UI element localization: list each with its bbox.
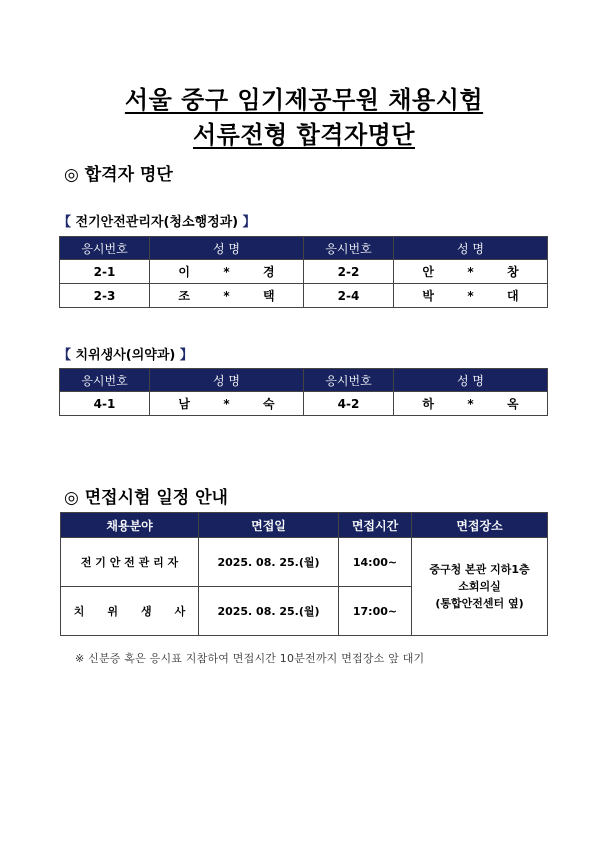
table-header-row: [60, 369, 548, 392]
recruit-field: 치 위 생 사: [61, 587, 199, 636]
col-header: 성 명: [150, 369, 304, 392]
interview-place: [412, 538, 548, 636]
page-title-line2: 서류전형 합격자명단: [192, 121, 415, 149]
section-heading-passers: ◎ 합격자 명단: [64, 165, 173, 185]
notice-text: ※ 신분증 혹은 응시표 지참하여 면접시간 10분전까지 면접장소 앞 대기: [75, 652, 425, 665]
applicant-name: 남 * 숙: [150, 392, 304, 416]
interview-time: 14:00~: [339, 538, 412, 587]
col-header: 응시번호: [304, 369, 394, 392]
group-heading-electrical: [58, 211, 256, 230]
page-title-line1: 서울 중구 임기제공무원 채용시험: [124, 86, 484, 114]
exam-number: 4-1: [60, 392, 150, 416]
recruit-field: 전 기 안 전 관 리 자: [61, 538, 199, 587]
table-row: [61, 538, 548, 587]
passers-table-dental: [59, 368, 548, 416]
bracket-open: 【: [58, 215, 72, 230]
col-header: 성 명: [150, 237, 304, 260]
bracket-close: 】: [242, 215, 256, 230]
bracket-open: 【: [58, 348, 72, 363]
applicant-name: 이 * 경: [150, 260, 304, 284]
col-header: 응시번호: [304, 237, 394, 260]
table-row: [60, 392, 548, 416]
applicant-name: 박 * 대: [394, 284, 548, 308]
col-header: 채용분야: [61, 513, 199, 538]
exam-number: 2-1: [60, 260, 150, 284]
bracket-close: 】: [179, 348, 193, 363]
interview-date: 2025. 08. 25.(월): [199, 587, 339, 636]
exam-number: 2-2: [304, 260, 394, 284]
place-line: 중구청 본관 지하1층: [429, 563, 530, 576]
place-line: 소회의실: [458, 580, 501, 593]
col-header: 응시번호: [60, 369, 150, 392]
table-header-row: [61, 513, 548, 538]
col-header: 성 명: [394, 237, 548, 260]
section-heading-interview: ◎ 면접시험 일정 안내: [64, 488, 228, 508]
place-line: (통합안전센터 옆): [435, 597, 524, 610]
col-header: 면접시간: [339, 513, 412, 538]
table-row: [60, 284, 548, 308]
applicant-name: 하 * 옥: [394, 392, 548, 416]
table-row: [60, 260, 548, 284]
col-header: 응시번호: [60, 237, 150, 260]
col-header: 면접장소: [412, 513, 548, 538]
group-heading-label: 전기안전관리자(청소행정과): [71, 215, 243, 230]
passers-table-electrical: [59, 236, 548, 308]
col-header: 성 명: [394, 369, 548, 392]
interview-time: 17:00~: [339, 587, 412, 636]
applicant-name: 조 * 택: [150, 284, 304, 308]
exam-number: 2-3: [60, 284, 150, 308]
interview-date: 2025. 08. 25.(월): [199, 538, 339, 587]
group-heading-label: 치위생사(의약과): [71, 348, 180, 363]
exam-number: 4-2: [304, 392, 394, 416]
interview-schedule-table: [60, 512, 548, 636]
group-heading-dental: [58, 344, 193, 363]
applicant-name: 안 * 창: [394, 260, 548, 284]
exam-number: 2-4: [304, 284, 394, 308]
col-header: 면접일: [199, 513, 339, 538]
table-header-row: [60, 237, 548, 260]
